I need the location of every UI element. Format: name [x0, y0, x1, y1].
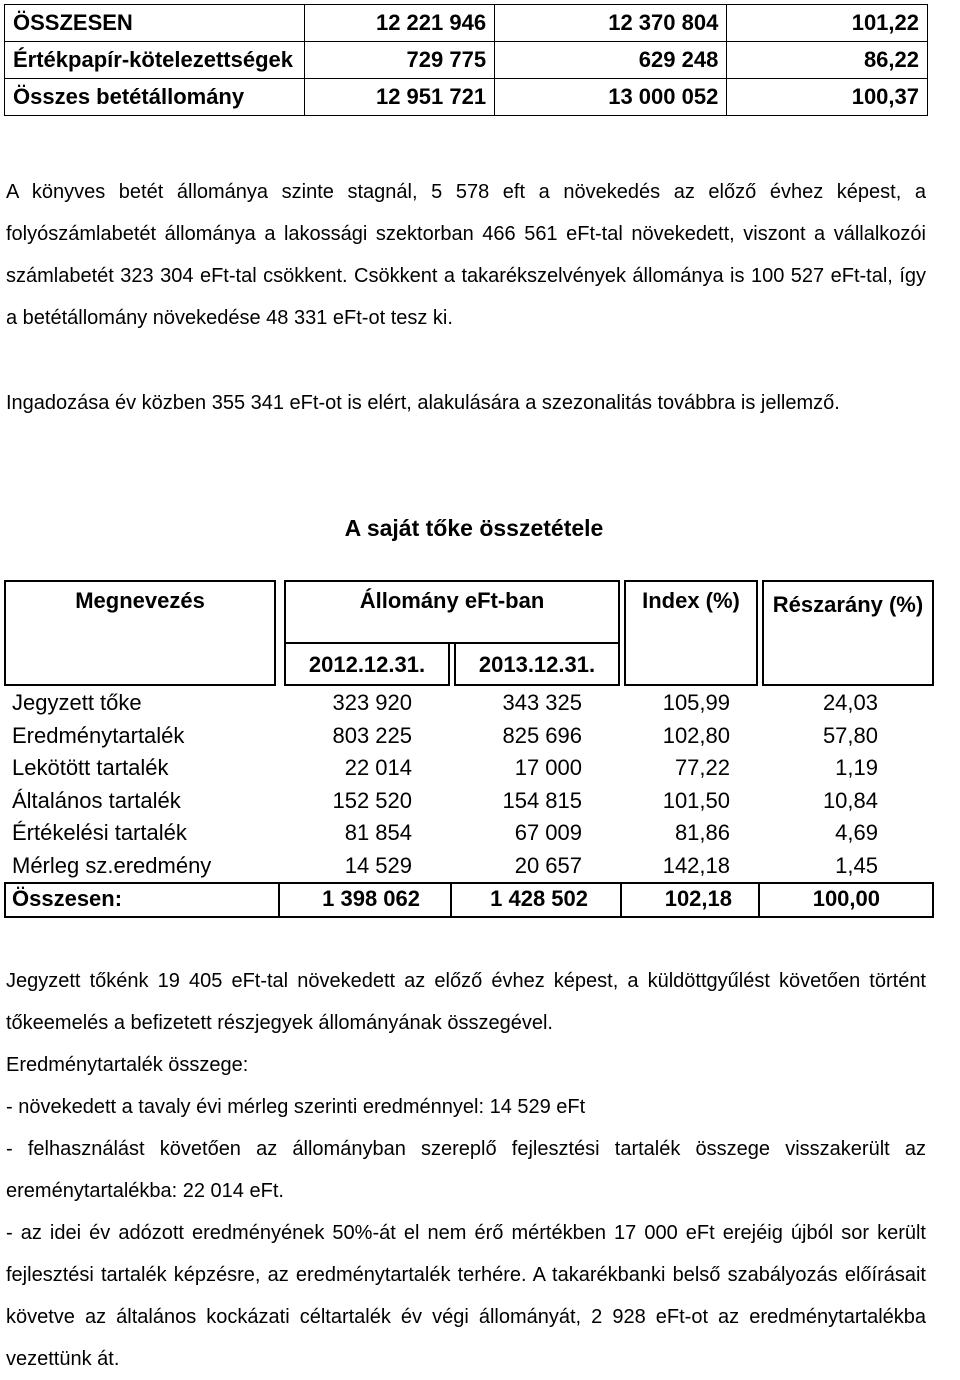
row-label: ÖSSZESEN [5, 5, 305, 42]
value-2012: 14 529 [344, 852, 412, 878]
share-value: 10,84 [822, 787, 878, 813]
section-title: A saját tőke összetétele [344, 515, 604, 541]
share-value: 57,80 [822, 722, 878, 748]
value-2013: 629 248 [495, 42, 727, 79]
row-name: Lekötött tartalék [12, 755, 169, 780]
header-index: Index (%) [642, 588, 740, 613]
value-2013: 67 009 [514, 820, 582, 845]
capital-explanation [6, 960, 926, 1380]
value-2013: 343 325 [502, 690, 582, 715]
text-line: - felhasználást követően az állományban szereplő fejlesztési tartalék összege visszakerült az ereménytartalékba: 22 014 eFt. [6, 1138, 926, 1202]
value-2013: 20 657 [514, 852, 582, 878]
share-value: 24,03 [822, 690, 878, 715]
table-row [5, 42, 928, 79]
value-2012: 152 520 [332, 787, 412, 813]
value-2012: 81 854 [344, 820, 412, 845]
total-2012: 1 398 062 [322, 886, 420, 911]
value-2012: 729 775 [305, 42, 495, 79]
capital-table [4, 580, 934, 920]
row-name: Eredménytartalék [12, 722, 185, 748]
value-2013: 17 000 [514, 755, 582, 780]
value-2012: 323 920 [332, 690, 412, 715]
row-name: Jegyzett tőke [12, 690, 142, 715]
row-name: Általános tartalék [12, 787, 181, 813]
row-label: Értékpapír-kötelezettségek [5, 42, 305, 79]
deposit-summary-table [4, 4, 928, 116]
index-value: 77,22 [674, 755, 730, 780]
total-label: Összesen: [12, 886, 123, 911]
fluctuation-paragraph: Ingadozása év közben 355 341 eFt-ot is elért, alakulására a szezonalitás továbbra is jellemző. [6, 392, 840, 414]
value-2013: 825 696 [502, 722, 582, 748]
value-2013: 13 000 052 [495, 79, 727, 116]
total-index: 102,18 [664, 886, 732, 911]
share-value: 4,69 [835, 820, 878, 845]
share-value: 1,45 [835, 852, 878, 878]
index-value: 142,18 [662, 852, 730, 878]
total-2013: 1 428 502 [490, 886, 588, 911]
text-line: - növekedett a tavaly évi mérleg szerinti eredménnyel: 14 529 eFt [6, 1096, 586, 1118]
index-value: 101,50 [662, 787, 730, 813]
row-name: Értékelési tartalék [12, 820, 187, 845]
header-name: Megnevezés [75, 588, 205, 613]
index-value: 86,22 [727, 42, 928, 79]
text-line: Eredménytartalék összege: [6, 1054, 249, 1076]
value-2012: 803 225 [332, 722, 412, 748]
value-2012: 12 951 721 [305, 79, 495, 116]
table-row [5, 5, 928, 42]
share-value: 1,19 [835, 755, 878, 780]
index-value: 100,37 [727, 79, 928, 116]
text-line: Jegyzett tőkénk 19 405 eFt-tal növekedett az előző évhez képest, a küldöttgyűlést követően történt tőkeemelés a befizetett részjegyek állományának összegével. [6, 970, 926, 1034]
value-2012: 22 014 [344, 755, 412, 780]
value-2012: 12 221 946 [305, 5, 495, 42]
deposit-paragraph: A könyves betét állománya szinte stagnál, 5 578 eft a növekedés az előző évhez képest, a folyószámlabetét állománya a lakossági szektorban 466 561 eFt-tal növekedett, viszont a vállalkozói számlabetét 323 304 eFt-tal csökkent. Csökkent a takarékszelvények állománya is 100 527 eFt-tal, így a betétállomány növekedése 48 331 eFt-ot tesz ki. [6, 181, 926, 329]
index-value: 102,80 [662, 722, 730, 748]
value-2013: 12 370 804 [495, 5, 727, 42]
index-value: 101,22 [727, 5, 928, 42]
table-row [5, 79, 928, 116]
header-year1: 2012.12.31. [308, 652, 426, 677]
header-stock: Állomány eFt-ban [359, 588, 545, 613]
total-share: 100,00 [812, 886, 880, 911]
text-line: - az idei év adózott eredményének 50%-át el nem érő mértékben 17 000 eFt erejéig újból sor került fejlesztési tartalék képzésre, az eredménytartalék terhére. A takarékbanki belső szabályozás előírásait követve az általános kockázati céltartalék év végi állományát, 2 928 eFt-ot az eredménytartalékba vezettünk át. [6, 1222, 926, 1370]
header-share: Részarány (%) [772, 592, 924, 617]
index-value: 81,86 [674, 820, 730, 845]
row-name: Mérleg sz.eredmény [12, 852, 212, 878]
value-2013: 154 815 [502, 787, 582, 813]
header-year2: 2013.12.31. [478, 652, 596, 677]
row-label: Összes betétállomány [5, 79, 305, 116]
index-value: 105,99 [662, 690, 730, 715]
